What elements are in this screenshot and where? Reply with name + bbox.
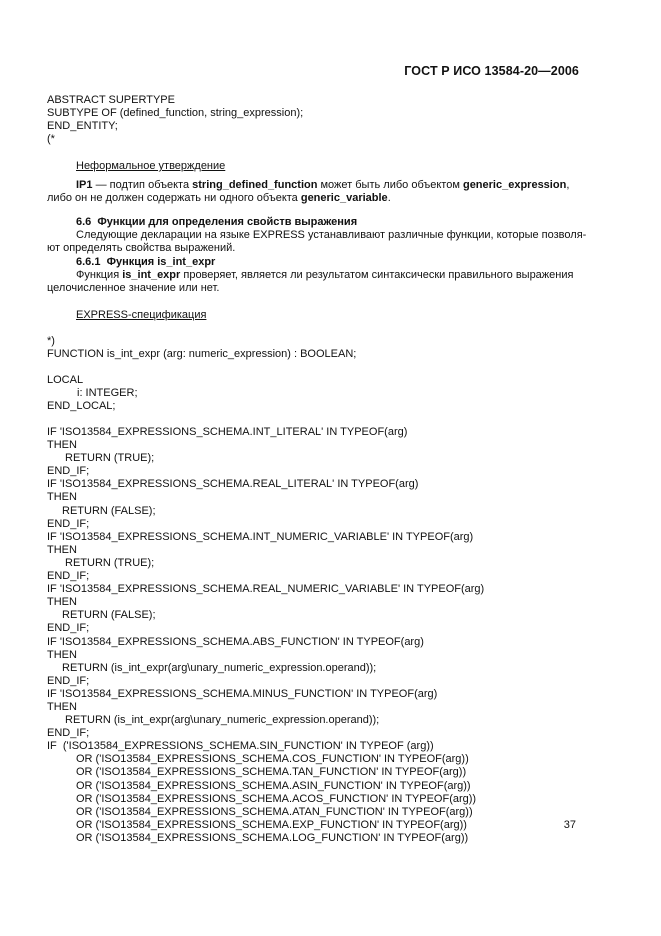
code-line: END_IF; bbox=[47, 570, 90, 583]
code-line: THEN bbox=[47, 491, 77, 504]
code-line: OR ('ISO13584_EXPRESSIONS_SCHEMA.EXP_FUNCTION' IN TYPEOF(arg)) bbox=[76, 818, 467, 831]
code-line: OR ('ISO13584_EXPRESSIONS_SCHEMA.ATAN_FUNCTION' IN TYPEOF(arg)) bbox=[76, 805, 473, 818]
code-line: OR ('ISO13584_EXPRESSIONS_SCHEMA.TAN_FUNCTION' IN TYPEOF(arg)) bbox=[76, 766, 467, 779]
ip1-text: может быть либо объектом bbox=[317, 179, 463, 191]
code-line: END_IF; bbox=[47, 622, 90, 635]
code-line: END_IF; bbox=[47, 727, 90, 740]
code-line: FUNCTION is_int_expr (arg: numeric_expression) : BOOLEAN; bbox=[47, 348, 357, 361]
code-line: OR ('ISO13584_EXPRESSIONS_SCHEMA.COS_FUNCTION' IN TYPEOF(arg)) bbox=[76, 753, 469, 766]
ip1-term: string_defined_function bbox=[192, 179, 318, 191]
code-line: RETURN (FALSE); bbox=[62, 504, 156, 517]
code-top-block bbox=[47, 94, 587, 146]
code-line: END_ENTITY; bbox=[47, 120, 118, 133]
code-line: *) bbox=[47, 335, 55, 347]
ip1-label: IP1 bbox=[76, 179, 93, 191]
code-line: RETURN (is_int_expr(arg\unary_numeric_expression.operand)); bbox=[65, 714, 380, 727]
informal-statement-ip1 bbox=[47, 179, 587, 205]
subsection-term: is_int_expr bbox=[122, 269, 181, 282]
code-line: END_IF; bbox=[47, 517, 90, 530]
section-heading: 6.6 Функции для определения свойств выражения bbox=[76, 216, 358, 228]
code-line: ABSTRACT SUPERTYPE bbox=[47, 94, 175, 106]
subsection-heading: 6.6.1 Функция is_int_expr bbox=[76, 256, 216, 268]
section-text: ют определять свойства выражений. bbox=[47, 242, 236, 255]
document-header: ГОСТ Р ИСО 13584-20—2006 bbox=[404, 64, 579, 78]
informal-heading-text: Неформальное утверждение bbox=[76, 160, 226, 172]
subsection-text: целочисленное значение или нет. bbox=[47, 282, 220, 295]
subsection-text: Функция bbox=[76, 269, 123, 282]
code-line: IF 'ISO13584_EXPRESSIONS_SCHEMA.ABS_FUNCTION' IN TYPEOF(arg) bbox=[47, 635, 424, 648]
code-line: RETURN (TRUE); bbox=[65, 556, 155, 569]
code-line: END_IF; bbox=[47, 465, 90, 478]
code-line: IF 'ISO13584_EXPRESSIONS_SCHEMA.INT_NUMERIC_VARIABLE' IN TYPEOF(arg) bbox=[47, 530, 474, 543]
code-line: OR ('ISO13584_EXPRESSIONS_SCHEMA.ASIN_FUNCTION' IN TYPEOF(arg)) bbox=[76, 779, 471, 792]
code-line: THEN bbox=[47, 543, 77, 556]
section-6-6 bbox=[47, 216, 587, 255]
express-spec-heading-text: EXPRESS-спецификация bbox=[76, 309, 207, 321]
informal-statement-heading bbox=[47, 160, 587, 173]
ip1-text: либо он не должен содержать ни одного объекта bbox=[47, 192, 301, 205]
ip1-term: generic_variable bbox=[300, 192, 388, 205]
code-line: END_LOCAL; bbox=[47, 400, 116, 413]
code-line: i: INTEGER; bbox=[77, 387, 138, 400]
ip1-text: — подтип объекта bbox=[92, 179, 193, 191]
code-line: END_IF; bbox=[47, 674, 90, 687]
code-line: IF 'ISO13584_EXPRESSIONS_SCHEMA.MINUS_FUNCTION' IN TYPEOF(arg) bbox=[47, 687, 438, 700]
code-line: IF ('ISO13584_EXPRESSIONS_SCHEMA.SIN_FUNCTION' IN TYPEOF (arg)) bbox=[47, 740, 434, 753]
section-text: Следующие декларации на языке EXPRESS устанавливают различные функции, которые позволя- bbox=[76, 229, 587, 242]
express-spec-heading bbox=[47, 309, 587, 322]
ip1-term: generic_expression bbox=[462, 179, 567, 191]
code-line: OR ('ISO13584_EXPRESSIONS_SCHEMA.LOG_FUNCTION' IN TYPEOF(arg)) bbox=[76, 831, 469, 844]
express-code-block-c bbox=[47, 426, 587, 845]
code-line: LOCAL bbox=[47, 374, 84, 386]
section-6-6-1 bbox=[47, 256, 587, 295]
code-line: RETURN (TRUE); bbox=[65, 452, 155, 465]
express-code-block-b bbox=[47, 374, 587, 413]
page-number: 37 bbox=[563, 819, 576, 831]
ip1-text: . bbox=[387, 192, 391, 205]
code-line: IF 'ISO13584_EXPRESSIONS_SCHEMA.INT_LITERAL' IN TYPEOF(arg) bbox=[47, 426, 408, 438]
code-line: SUBTYPE OF (defined_function, string_expression); bbox=[47, 107, 304, 120]
code-line: THEN bbox=[47, 596, 77, 609]
ip1-text: , bbox=[566, 179, 570, 191]
subsection-text: проверяет, является ли результатом синтаксически правильного выражения bbox=[180, 269, 574, 282]
code-line: THEN bbox=[47, 439, 77, 452]
code-line: IF 'ISO13584_EXPRESSIONS_SCHEMA.REAL_NUMERIC_VARIABLE' IN TYPEOF(arg) bbox=[47, 583, 485, 596]
code-line: (* bbox=[47, 133, 55, 146]
code-line: RETURN (is_int_expr(arg\unary_numeric_expression.operand)); bbox=[62, 661, 377, 674]
code-line: OR ('ISO13584_EXPRESSIONS_SCHEMA.ACOS_FUNCTION' IN TYPEOF(arg)) bbox=[76, 792, 477, 805]
code-line: THEN bbox=[47, 648, 77, 661]
code-line: RETURN (FALSE); bbox=[62, 609, 156, 622]
code-line: IF 'ISO13584_EXPRESSIONS_SCHEMA.REAL_LITERAL' IN TYPEOF(arg) bbox=[47, 478, 419, 491]
express-code-block-a bbox=[47, 335, 587, 361]
code-line: THEN bbox=[47, 700, 77, 713]
